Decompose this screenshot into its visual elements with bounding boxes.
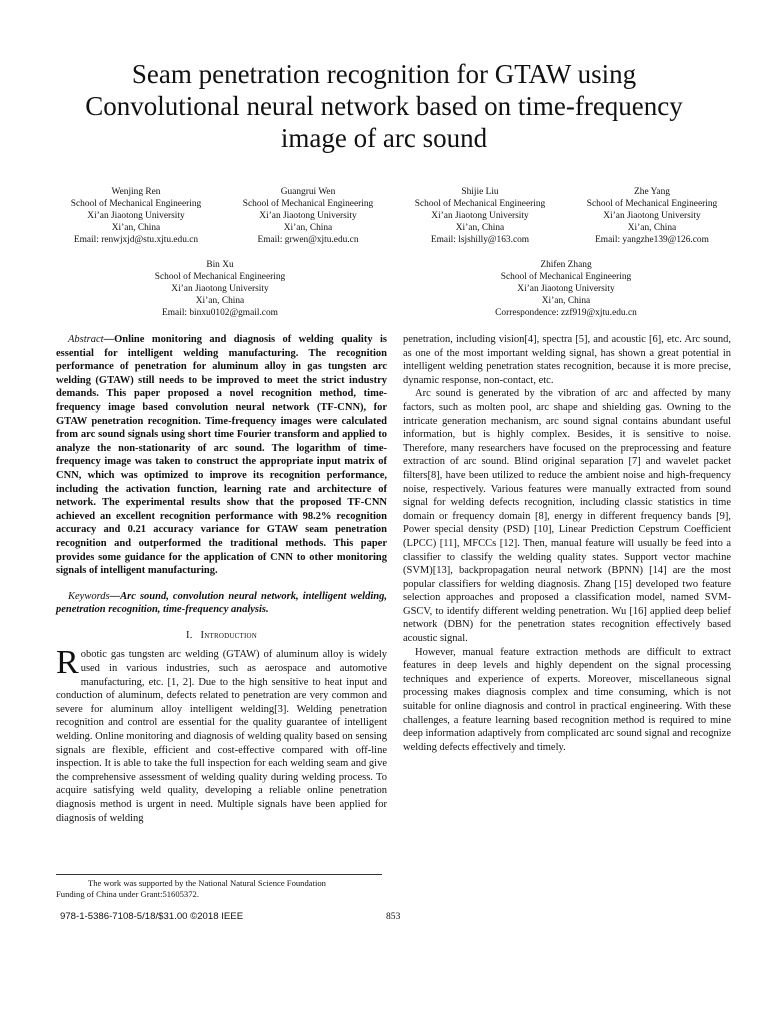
author-dept: School of Mechanical Engineering	[414, 199, 546, 209]
author-name: Zhe Yang	[634, 187, 670, 197]
author-block	[400, 186, 560, 246]
author-dept: School of Mechanical Engineering	[70, 199, 202, 209]
author-name: Wenjing Ren	[111, 187, 161, 197]
intro-paragraph	[56, 644, 387, 825]
author-email: Email: grwen@xjtu.edu.cn	[257, 235, 359, 245]
page-number: 853	[386, 911, 401, 922]
abstract	[56, 333, 387, 578]
author-block	[572, 186, 732, 246]
right-column	[403, 333, 731, 754]
footnote	[56, 878, 386, 900]
author-dept: School of Mechanical Engineering	[586, 199, 718, 209]
author-block	[228, 186, 388, 246]
section-number: I.	[186, 629, 193, 641]
author-name: Bin Xu	[206, 260, 234, 270]
author-block	[56, 186, 216, 246]
author-name: Shijie Liu	[461, 187, 499, 197]
body-paragraph: Arc sound is generated by the vibration of arc and affected by many factors, such as molten pool, arc shape and shielding gas. Owning to the intricate generation mechanism, arc sound signal contains abundant useful information, but is highly complex. Besides, it is sensitive to noise. Therefore, many researchers have focused on the preprocessing and feature extraction of arc sound. Blind original separation [7] and wavelet packet filters[8], have been utilized to reduce the ambient noise and high-frequency noise, respectively. Various features were manually extracted from sound signal for welding defects recognition, including classic statistics in time domain or frequency domain [8], energy in different frequency bands [9], Power special density (PSD) [10], Linear Prediction Cepstrum Coefficient (LPCC) [11], MFCCs [12]. Then, manual feature will usually be feed into a classifier to classify the welding quality states. Support vector machine (SVM)[13], backpropagation neural network (BPNN) [14] are the most popular classifiers for welding diagnosis. Zhang [15] developed two feature selection approaches and proposed a classification model, named SVM-GSCV, to identify different welding penetration. Wu [16] applied deep belief network (DBN) for the penetration states recognition effectively based acoustic signal.	[403, 388, 731, 645]
author-univ: Xi’an Jiaotong University	[517, 284, 615, 294]
author-dept: School of Mechanical Engineering	[500, 272, 632, 282]
abstract-lead: Abstract	[68, 334, 104, 345]
footnote-divider	[56, 874, 382, 875]
author-dept: School of Mechanical Engineering	[154, 272, 286, 282]
keywords-text: —Arc sound, convolution neural network, intelligent welding, penetration recognition, time-frequency analysis.	[56, 590, 387, 616]
author-email: Email: renwjxjd@stu.xjtu.edu.cn	[73, 235, 199, 245]
author-block	[476, 259, 656, 319]
intro-text: obotic gas tungsten arc welding (GTAW) of aluminum alloy is widely used in various industries, such as aerospace and automotive manufacturing, etc. [1, 2]. Due to the high sensitive to heat input and conduction of aluminum, defects related to penetration are very common and severe for aluminum alloy intelligent welding[3]. Welding penetration recognition and control are essential for the quality guarantee of intelligent welding. Online monitoring and diagnosis of welding quality based on sensing signals are flexible, efficient and cost-effective compared with off-line inspection. It is able to take the full inspection for each welding seam and give the comprehensive assessment of welding quality during welding process. To acquire satisfying weld quality, developing a reliable online penetration diagnosis method is urgent in need. Multiple signals have been applied for diagnosis of welding	[56, 649, 387, 824]
author-univ: Xi’an Jiaotong University	[431, 211, 529, 221]
copyright-line: 978-1-5386-7108-5/18/$31.00 ©2018 IEEE	[60, 911, 244, 922]
author-univ: Xi’an Jiaotong University	[171, 284, 269, 294]
paper-title: Seam penetration recognition for GTAW using Convolutional neural network based on time-frequency image of arc sound	[85, 59, 683, 153]
author-email: Correspondence: zzf919@xjtu.edu.cn	[495, 308, 637, 318]
footnote-line: Funding of China under Grant:51605372.	[56, 889, 199, 899]
section-heading	[56, 629, 387, 643]
author-city: Xi’an, China	[283, 223, 333, 233]
author-dept: School of Mechanical Engineering	[242, 199, 374, 209]
keywords	[56, 590, 387, 617]
author-city: Xi’an, China	[627, 223, 677, 233]
author-univ: Xi’an Jiaotong University	[603, 211, 701, 221]
author-city: Xi’an, China	[195, 296, 245, 306]
author-email: Email: lsjshilly@163.com	[430, 235, 530, 245]
author-name: Guangrui Wen	[280, 187, 336, 197]
footnote-line: The work was supported by the National Natural Science Foundation	[88, 878, 326, 888]
section-title: Introduction	[200, 629, 257, 641]
author-city: Xi’an, China	[541, 296, 591, 306]
author-city: Xi’an, China	[455, 223, 505, 233]
author-univ: Xi’an Jiaotong University	[87, 211, 185, 221]
left-column	[56, 333, 387, 825]
drop-cap: R	[56, 644, 79, 682]
author-name: Zhifen Zhang	[540, 260, 592, 270]
author-city: Xi’an, China	[111, 223, 161, 233]
body-paragraph: penetration, including vision[4], spectra [5], and acoustic [6], etc. Arc sound, as one of the most important welding signal, has shown a great potential in intelligent welding penetration states recognition, because it is more precise, dynamic response, non-contact, etc.	[403, 334, 731, 386]
abstract-text: —Online monitoring and diagnosis of welding quality is essential for intelligent welding manufacturing. The recognition performance of penetration for aluminum alloy in gas tungsten arc welding (GTAW) still needs to be improved to meet the strict industry demands. This paper proposed a novel recognition method, time-frequency image based convolution neural network (TF-CNN), for GTAW penetration recognition. Time-frequency images were calculated from arc sound signals using short time Fourier transform and applied to analyze the non-stationarity of arc sound. The logarithm of time-frequency image was taken to construct the appropriate input matrix of CNN, which was optimized to improve its recognition performance, including the activation function, learning rate and architecture of network. The experimental results show that the proposed TF-CNN achieved an excellent recognition performance with 98.2% recognition accuracy and 0.21 accuracy variance for GTAW seam penetration recognition and outperformed the traditional methods. This paper provides some guidance for the application of CNN to other monitoring signals of intelligent manufacturing.	[56, 334, 387, 577]
author-email: Email: yangzhe139@126.com	[595, 235, 709, 245]
author-block	[140, 259, 300, 319]
author-email: Email: binxu0102@gmail.com	[162, 308, 278, 318]
keywords-lead: Keywords	[68, 590, 110, 602]
author-univ: Xi’an Jiaotong University	[259, 211, 357, 221]
body-paragraph: However, manual feature extraction methods are difficult to extract features in deep levels and highly dependent on the signal processing techniques and experience of experts. Moreover, miscellaneous signal processing makes diagnosis complex and time consuming, which is not suitable for online diagnosis and control in practical engineering. With these challenges, a feature learning based recognition method is required to mine deep information adaptively from complicated arc sound signal and recognize welding defects effectively and timely.	[403, 646, 731, 753]
